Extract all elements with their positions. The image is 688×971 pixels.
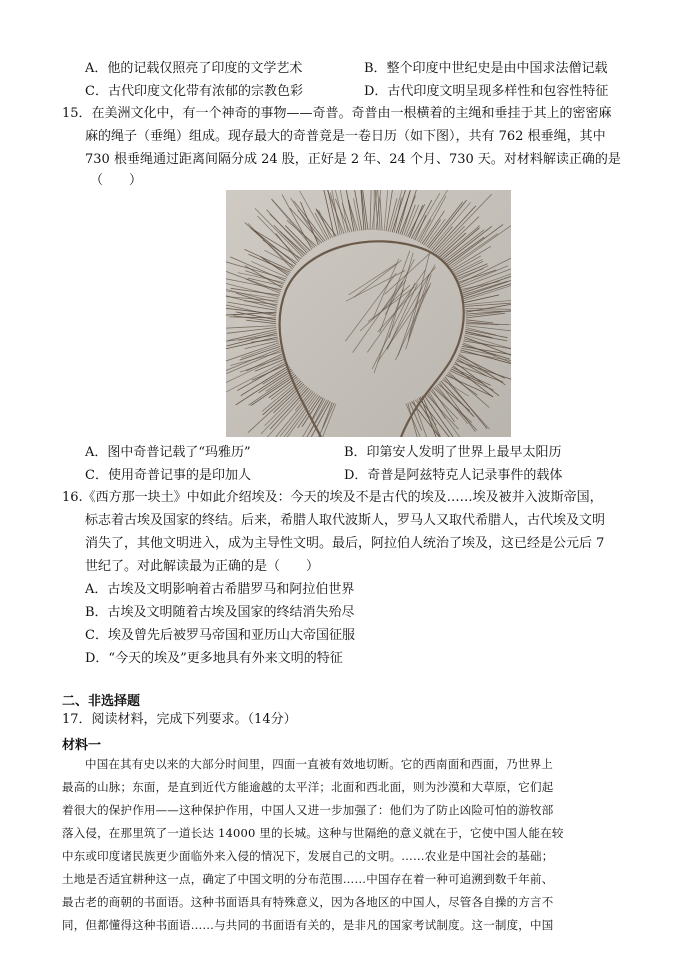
material-line-6: 土地是否适宜耕种这一点，确定了中国文明的分布范围……中国存在着一种可追溯到数千年前、 — [62, 872, 554, 886]
q14-option-d: D．古代印度文明呈现多样性和包容性特征 — [364, 84, 609, 99]
q15-option-b: B．印第安人发明了世界上最早太阳历 — [344, 445, 562, 460]
q16-stem-line-4: 世纪了。对此解读最为正确的是（ ） — [85, 559, 320, 574]
q14-option-a: A．他的记载仅照亮了印度的文学艺术 — [85, 61, 303, 76]
q16-stem-line-1: 16.《西方那一块土》中如此介绍埃及：今天的埃及不是古代的埃及……埃及被并入波斯帝国， — [62, 490, 603, 505]
q16-option-c: C．埃及曾先后被罗马帝国和亚历山大帝国征服 — [85, 628, 355, 643]
material-line-7: 最古老的商朝的书面语。这种书面语具有特殊意义，因为各地区的中国人，尽管各自操的方言不 — [62, 895, 554, 909]
q16-option-d: D．“今天的埃及”更多地具有外来文明的特征 — [85, 651, 343, 666]
q15-option-c: C．使用奇普记事的是印加人 — [85, 468, 251, 483]
q15-stem-line-2: 麻的绳子（垂绳）组成。现存最大的奇普竟是一卷日历（如下图），共有 762 根垂绳，其中 — [85, 129, 606, 144]
material-line-3: 着很大的保护作用——这种保护作用，中国人又进一步加强了：他们为了防止凶险可怕的游牧部 — [62, 803, 554, 817]
q15-answer-blank: （ ） — [90, 173, 143, 188]
q14-option-c: C．古代印度文化带有浓郁的宗教色彩 — [85, 84, 303, 99]
q16-option-b: B．古埃及文明随着古埃及国家的终结消失殆尽 — [85, 605, 355, 620]
material-line-4: 落入侵，在那里筑了一道长达 14000 里的长城。这种与世隔绝的意义就在于，它使中国人能在较 — [62, 826, 564, 840]
q15-stem-line-1: 15．在美洲文化中，有一个神奇的事物——奇普。奇普由一根横着的主绳和垂挂于其上的密密麻 — [62, 106, 612, 121]
q14-option-b: B．整个印度中世纪史是由中国求法僧记载 — [364, 61, 608, 76]
material-line-2: 最高的山脉；东面，是直到近代方能逾越的太平洋；北面和西北面，则为沙漠和大草原，它们起 — [62, 780, 554, 794]
section-title: 二、非选择题 — [62, 694, 141, 709]
q17-stem: 17．阅读材料，完成下列要求。（14分） — [62, 712, 297, 727]
material-label: 材料一 — [62, 738, 102, 753]
material-line-5: 中东或印度诸民族更少面临外来入侵的情况下，发展自己的文明。……农业是中国社会的基础； — [62, 849, 554, 863]
q16-stem-line-2: 标志着古埃及国家的终结。后来，希腊人取代波斯人，罗马人又取代希腊人，古代埃及文明 — [85, 513, 606, 528]
quipu-calendar-photo — [226, 190, 511, 437]
q15-option-d: D．奇普是阿兹特克人记录事件的载体 — [344, 468, 563, 483]
q15-option-a: A．图中奇普记载了“玛雅历” — [85, 445, 251, 460]
material-line-1: 中国在其有史以来的大部分时间里，四面一直被有效地切断。它的西南面和西面，乃世界上 — [85, 757, 553, 771]
q16-stem-line-3: 消失了，其他文明进入，成为主导性文明。最后，阿拉伯人统治了埃及，这已经是公元后 7 — [85, 536, 605, 551]
q16-option-a: A．古埃及文明影响着古希腊罗马和阿拉伯世界 — [85, 582, 355, 597]
q15-stem-line-3: 730 根垂绳通过距离间隔分成 24 股，正好是 2 年、24 个月、730 天。对材料解读正确的是 — [85, 152, 621, 167]
quipu-illustration — [226, 190, 511, 437]
material-line-8: 同，但都懂得这种书面语……与共同的书面语有关的，是非凡的国家考试制度。这一制度，中国 — [62, 918, 554, 932]
